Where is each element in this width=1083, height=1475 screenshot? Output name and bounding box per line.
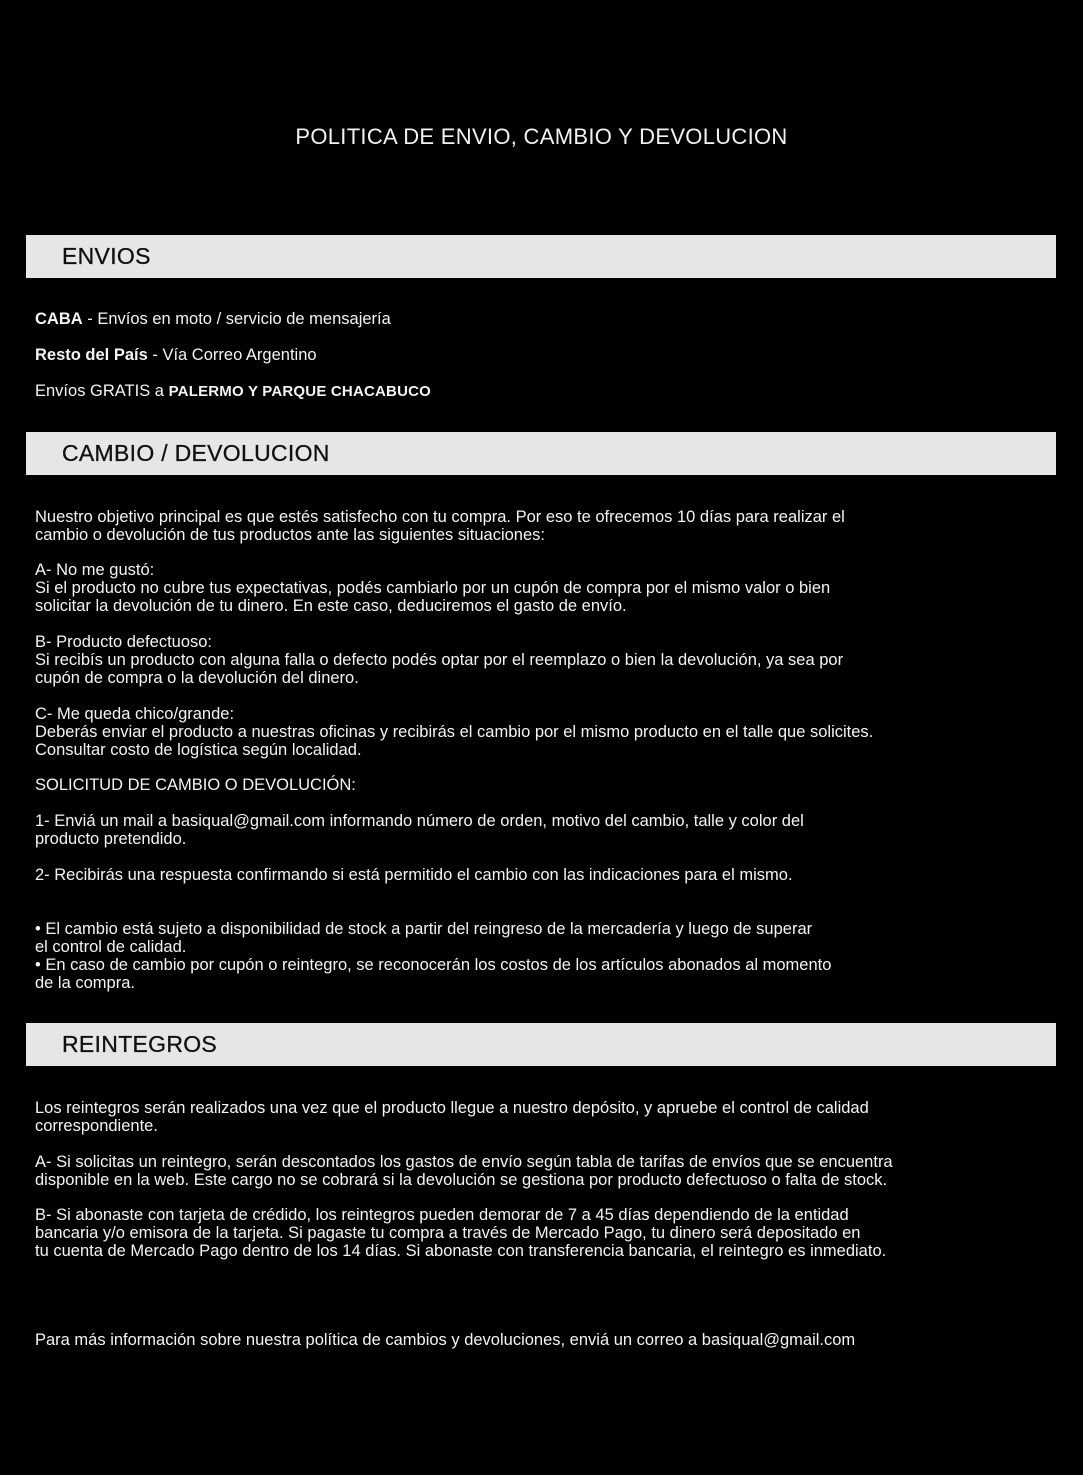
cambio-c-title: C- Me queda chico/grande: — [35, 705, 235, 723]
section-header-reintegros — [26, 1023, 1056, 1066]
resto-text: - Vía Correo Argentino — [147, 346, 317, 364]
footer-contact-text: Para más información sobre nuestra política de cambios y devoluciones, enviá un correo a basiqual@gmail.com — [35, 1331, 856, 1349]
cambio-note2-line-1: • En caso de cambio por cupón o reintegro, se reconocerán los costos de los artículos abonados al momento — [35, 956, 832, 974]
cambio-intro-line-1: Nuestro objetivo principal es que estés satisfecho con tu compra. Por eso te ofrecemos 10 días para realizar el — [35, 508, 845, 526]
gratis-zones: PALERMO Y PARQUE CHACABUCO — [168, 383, 432, 400]
section-title-reintegros: REINTEGROS — [62, 1031, 218, 1057]
envios-gratis-line — [35, 382, 431, 401]
resto-label: Resto del País — [35, 346, 148, 364]
cambio-a-line-2: solicitar la devolución de tu dinero. En este caso, deduciremos el gasto de envío. — [35, 597, 627, 615]
cambio-intro-line-2: cambio o devolución de tus productos ante las siguientes situaciones: — [35, 526, 545, 544]
reintegros-intro-line-2: correspondiente. — [35, 1117, 158, 1135]
solicitud-step2: 2- Recibirás una respuesta confirmando si está permitido el cambio con las indicaciones para el mismo. — [35, 866, 793, 884]
section-header-envios — [26, 235, 1056, 278]
cambio-note2-line-2: de la compra. — [35, 974, 135, 992]
cambio-a-line-1: Si el producto no cubre tus expectativas, podés cambiarlo por un cupón de compra por el mismo valor o bien — [35, 579, 831, 597]
reintegros-b-line-1: B- Si abonaste con tarjeta de crédido, los reintegros pueden demorar de 7 a 45 días dependiendo de la entidad — [35, 1206, 849, 1224]
cambio-b-line-1: Si recibís un producto con alguna falla o defecto podés optar por el reemplazo o bien la devolución, ya sea por — [35, 651, 844, 669]
reintegros-a-line-1: A- Si solicitas un reintegro, serán descontados los gastos de envío según tabla de tarifas de envíos que se encuentra — [35, 1153, 893, 1171]
solicitud-title: SOLICITUD DE CAMBIO O DEVOLUCIÓN: — [35, 776, 356, 794]
caba-text: - Envíos en moto / servicio de mensajería — [82, 310, 391, 328]
solicitud-step1-line-1: 1- Enviá un mail a basiqual@gmail.com informando número de orden, motivo del cambio, talle y color del — [35, 812, 804, 830]
reintegros-a-line-2: disponible en la web. Este cargo no se cobrará si la devolución se gestiona por producto defectuoso o falta de stock. — [35, 1171, 888, 1189]
envios-resto-line — [35, 346, 317, 364]
reintegros-intro-line-1: Los reintegros serán realizados una vez que el producto llegue a nuestro depósito, y apruebe el control de calidad — [35, 1099, 869, 1117]
section-title-envios: ENVIOS — [62, 243, 151, 269]
cambio-c-line-1: Deberás enviar el producto a nuestras oficinas y recibirás el cambio por el mismo producto en el talle que solicites. — [35, 723, 874, 741]
cambio-note1-line-1: • El cambio está sujeto a disponibilidad de stock a partir del reingreso de la mercadería y luego de superar — [35, 920, 813, 938]
gratis-text: Envíos GRATIS a — [35, 382, 169, 400]
section-header-cambio — [26, 432, 1056, 475]
reintegros-b-line-2: bancaria y/o emisora de la tarjeta. Si pagaste tu compra a través de Mercado Pago, tu dinero será depositado en — [35, 1224, 861, 1242]
reintegros-b-line-3: tu cuenta de Mercado Pago dentro de los 14 días. Si abonaste con transferencia bancaria, el reintegro es inmediato. — [35, 1242, 887, 1260]
solicitud-step1-line-2: producto pretendido. — [35, 830, 187, 848]
page-title: POLITICA DE ENVIO, CAMBIO Y DEVOLUCION — [295, 124, 788, 149]
envios-caba-line — [35, 310, 391, 328]
cambio-c-line-2: Consultar costo de logística según localidad. — [35, 741, 362, 759]
caba-label: CABA — [35, 310, 83, 328]
cambio-note1-line-2: el control de calidad. — [35, 938, 187, 956]
cambio-b-line-2: cupón de compra o la devolución del dinero. — [35, 669, 359, 687]
cambio-a-title: A- No me gustó: — [35, 561, 155, 579]
cambio-b-title: B- Producto defectuoso: — [35, 633, 213, 651]
section-title-cambio: CAMBIO / DEVOLUCION — [62, 440, 330, 466]
